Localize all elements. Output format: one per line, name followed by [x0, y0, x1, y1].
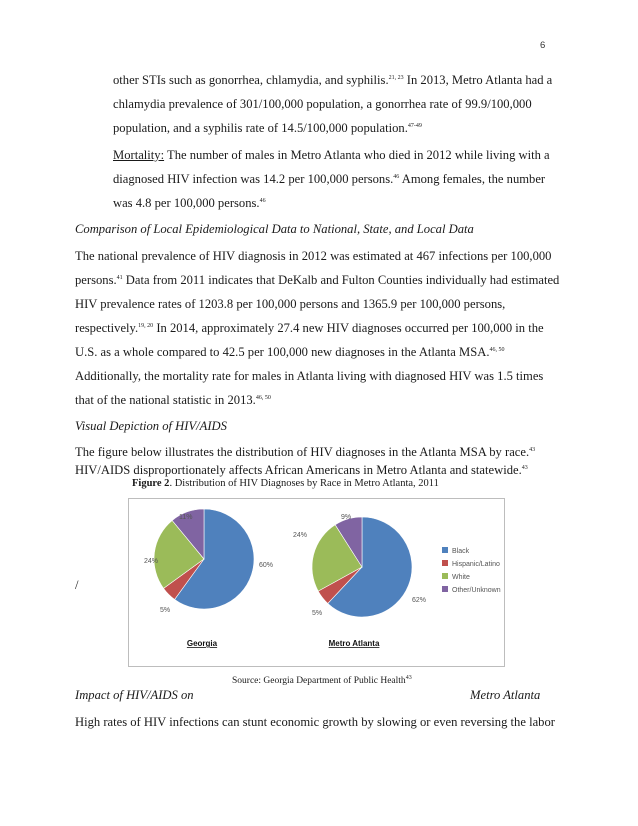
data-label: 24% [293, 532, 308, 539]
visual-line-2 [75, 462, 528, 478]
comparison-line-6: Additionally, the mortality rate for males in Atlanta living with diagnosed HIV was 1.5 times [75, 369, 544, 383]
intro-line-1 [113, 72, 552, 88]
citation: 46, 50 [489, 346, 505, 353]
series-label: Metro Atlanta [328, 639, 380, 648]
data-label: 9% [341, 514, 352, 521]
citation: 43 [405, 674, 412, 681]
legend-swatch [442, 573, 448, 579]
citation: 19, 20 [138, 322, 154, 329]
citation: 41 [116, 274, 123, 281]
comparison-text: Data from 2011 indicates that DeKalb and Fulton Counties individually had estimated [122, 273, 560, 287]
comparison-line-2 [75, 272, 559, 288]
comparison-line-1: The national prevalence of HIV diagnosis in 2012 was estimated at 467 infections per 100,000 [75, 249, 552, 263]
stray-slash: / [75, 578, 79, 592]
comparison-text: persons. [75, 273, 117, 287]
comparison-text: respectively. [75, 321, 139, 335]
comparison-line-3: HIV prevalence rates of 1203.8 per 100,000 persons and 1365.9 per 100,000 persons, [75, 297, 506, 311]
mortality-text: The number of males in Metro Atlanta who died in 2012 while living with a [164, 148, 550, 162]
legend-swatch [442, 586, 448, 592]
comparison-text: In 2014, approximately 27.4 new HIV diagnoses occurred per 100,000 in the [153, 321, 544, 335]
data-label: 5% [312, 610, 323, 617]
figure-chart [128, 498, 505, 667]
comparison-text: that of the national statistic in 2013. [75, 393, 256, 407]
legend-label: Other/Unknown [452, 587, 501, 594]
data-label: 11% [179, 514, 193, 521]
source-text: Source: Georgia Department of Public Health [232, 676, 406, 686]
pie-charts [129, 499, 504, 666]
legend-label: Hispanic/Latino [452, 561, 500, 568]
mortality-line-2 [113, 171, 545, 187]
intro-line-1-text: other STIs such as gonorrhea, chlamydia, and syphilis. [113, 73, 389, 87]
citation: 47-49 [407, 122, 422, 129]
legend-swatch [442, 547, 448, 553]
figure-caption [132, 478, 439, 489]
mortality-line-1 [113, 147, 550, 163]
data-label: 62% [412, 597, 427, 604]
page-number: 6 [540, 40, 546, 51]
intro-line-3-text: population, and a syphilis rate of 14.5/100,000 population. [113, 121, 408, 135]
mortality-text: Among females, the number [399, 172, 546, 186]
legend-label: White [452, 574, 470, 581]
intro-line-1-tail: In 2013, Metro Atlanta had a [403, 73, 553, 87]
heading-comparison: Comparison of Local Epidemiological Data to National, State, and Local Data [75, 222, 474, 236]
legend-swatch [442, 560, 448, 566]
figure-caption-text: . Distribution of HIV Diagnoses by Race in Metro Atlanta, 2011 [169, 478, 439, 489]
comparison-line-4 [75, 320, 544, 336]
data-label: 60% [259, 562, 274, 569]
legend-label: Black [452, 548, 470, 555]
figure-label: Figure 2 [132, 478, 170, 489]
heading-impact-left: Impact of HIV/AIDS on [75, 688, 194, 702]
figure-source [232, 676, 412, 686]
final-line: High rates of HIV infections can stunt economic growth by slowing or even reversing the labor [75, 715, 555, 729]
mortality-line-3 [113, 195, 266, 211]
mortality-text: was 4.8 per 100,000 persons. [113, 196, 260, 210]
mortality-text: diagnosed HIV infection was 14.2 per 100,000 persons. [113, 172, 394, 186]
intro-line-3 [113, 120, 422, 136]
citation: 43 [521, 464, 528, 471]
citation: 21, 23 [388, 74, 404, 81]
heading-impact-right: Metro Atlanta [470, 688, 541, 702]
visual-line-1 [75, 444, 535, 460]
heading-visual: Visual Depiction of HIV/AIDS [75, 419, 227, 433]
comparison-text: U.S. as a whole compared to 42.5 per 100,000 new diagnoses in the Atlanta MSA. [75, 345, 490, 359]
visual-text: The figure below illustrates the distribution of HIV diagnoses in the Atlanta MSA by race. [75, 445, 530, 459]
citation: 46 [393, 173, 400, 180]
comparison-line-5 [75, 344, 504, 360]
visual-text: HIV/AIDS disproportionately affects African Americans in Metro Atlanta and statewide. [75, 463, 522, 477]
data-label: 24% [144, 558, 159, 565]
data-label: 5% [160, 607, 171, 614]
citation: 46 [259, 197, 266, 204]
series-label: Georgia [186, 639, 218, 648]
intro-line-2: chlamydia prevalence of 301/100,000 population, a gonorrhea rate of 99.9/100,000 [113, 97, 532, 111]
mortality-label: Mortality: [113, 148, 165, 162]
citation: 43 [529, 446, 536, 453]
citation: 46, 50 [255, 394, 271, 401]
comparison-line-7 [75, 392, 271, 408]
